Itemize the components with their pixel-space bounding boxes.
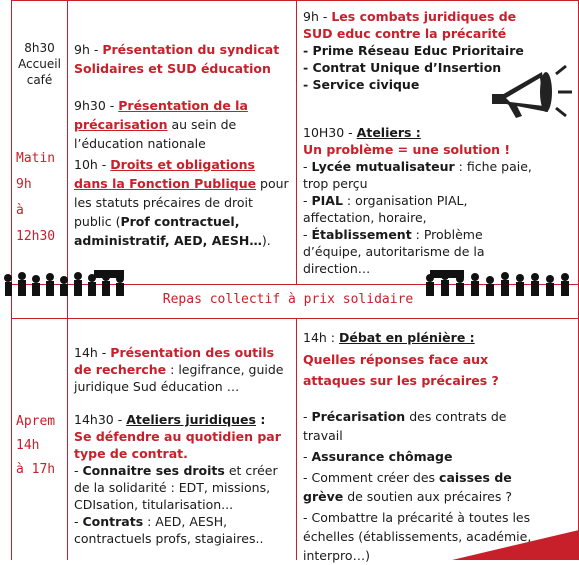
session-time: 10h - [74, 157, 111, 172]
session-title: Présentation de la précarisation [74, 98, 248, 132]
grid-line [11, 318, 579, 319]
session-time: 14h : [303, 330, 339, 345]
workshops-block [303, 124, 533, 277]
lunch-label: Repas collectif à prix solidaire [162, 292, 414, 307]
time-label-line: à [16, 203, 24, 218]
list-item: - Service civique [303, 77, 420, 92]
list-item: - Combattre la précarité à toutes les échelles (établissements, académie, interpro…) [303, 510, 532, 563]
list-item: - Connaitre ses droits et créer de la solidarité : EDT, missions, CDIsation, titularisation... [74, 463, 278, 512]
time-label-line: 12h30 [16, 229, 56, 244]
list-item: - Établissement : Problème d’équipe, autoritarisme de la direction… [303, 227, 485, 276]
session-title: Droits et obligations dans la Fonction Publique [74, 157, 257, 191]
time-label-line: 9h [16, 177, 32, 192]
session-time: 9h - [74, 42, 103, 57]
list-item: - Précarisation des contrats de travail [303, 409, 507, 443]
list-item: - Contrats : AED, AESH, contractuels profs, stagiaires.. [74, 514, 264, 546]
session-heading: Ateliers : [356, 125, 421, 140]
session-detail: au sein de l’éducation nationale [74, 117, 237, 151]
time-label-line: Matin [16, 151, 56, 166]
morning-time-label [16, 146, 66, 250]
afternoon-program: 14h - Présentation des outils de recherche : legifrance, guide juridique Sud éducation … 14h30 - Ateliers juridiques : Se défendre au quotidien par type de contrat. - Connaitre ses droits et créer de la solidarité : EDT, missions, CDIsation, titularisation... - Contrats : AED, AESH, contractuels profs, stagiaires.. [74, 344, 290, 547]
welcome-label: Accueil [18, 57, 61, 71]
list-item: - Contrat Unique d’Insertion [303, 60, 502, 75]
welcome-block [12, 40, 67, 88]
session-subtitle: Quelles réponses face aux attaques sur les précaires ? [303, 352, 499, 388]
session-heading: Débat en plénière : [339, 330, 475, 345]
session-time: 14h - [74, 345, 111, 360]
time-label-line: à 17h [16, 462, 56, 477]
time-label-line: Aprem [16, 414, 56, 429]
welcome-time: 8h30 [24, 41, 55, 55]
session-title: Les combats juridiques de SUD educ contre la précarité [303, 9, 517, 41]
session-title: Présentation du syndicat Solidaires et SUD éducation [74, 42, 280, 76]
crowd-silhouette-icon [420, 268, 579, 304]
list-item: - Prime Réseau Educ Prioritaire [303, 43, 524, 58]
session-detail: pour les statuts précaires de droit public ( [74, 176, 289, 229]
session-heading: Ateliers juridiques [126, 412, 256, 427]
session-detail: ). [261, 233, 271, 248]
session-time: 9h30 - [74, 98, 119, 113]
welcome-label: café [26, 73, 53, 87]
session-detail-bold: Prof contractuel, administratif, AED, AESH… [74, 214, 262, 248]
time-label-line: 14h [16, 438, 40, 453]
list-item: - Assurance chômage [303, 449, 453, 464]
session-detail: : legifrance, guide juridique Sud éducation … [74, 362, 284, 394]
session-subtitle: Se défendre au quotidien par type de contrat. [74, 429, 281, 461]
grid-line [296, 318, 297, 560]
grid-line [11, 0, 579, 1]
list-item: - Comment créer des caisses de grève de soutien aux précaires ? [303, 470, 512, 504]
session-subtitle: Un problème = une solution ! [303, 142, 511, 157]
crowd-silhouette-icon [0, 268, 140, 304]
list-item: - PIAL : organisation PIAL, affectation, horaire, [303, 193, 468, 225]
afternoon-time-label [16, 410, 66, 482]
list-item: - Lycée mutualisateur : fiche paie, trop perçu [303, 159, 532, 191]
session-time: 10H30 - [303, 125, 357, 140]
corner-accent [452, 530, 579, 560]
morning-program [74, 40, 290, 250]
session-title: Présentation des outils de recherche [74, 345, 275, 377]
megaphone-icon [486, 56, 576, 126]
session-time: 9h - [303, 9, 332, 24]
session-time: 14h30 - [74, 412, 127, 427]
grid-line [296, 0, 297, 284]
